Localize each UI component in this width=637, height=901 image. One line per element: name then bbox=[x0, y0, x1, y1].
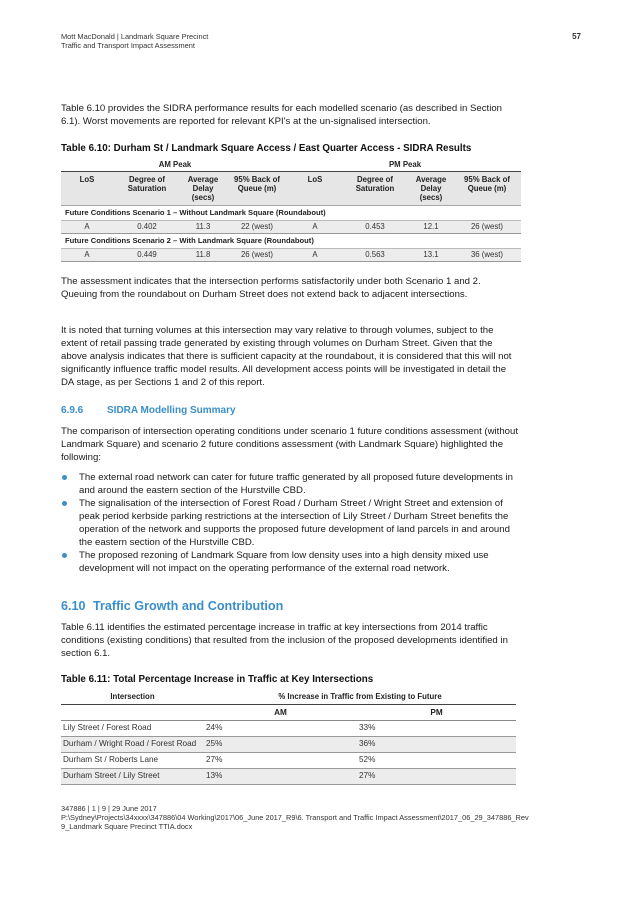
col-dos-am: Degree of Saturation bbox=[113, 171, 181, 205]
page-number: 57 bbox=[572, 32, 581, 41]
pm-value: 27% bbox=[357, 768, 516, 784]
section-number: 6.9.6 bbox=[61, 405, 84, 416]
col-am: AM bbox=[204, 704, 357, 720]
page-header bbox=[61, 32, 581, 50]
table-row bbox=[61, 768, 516, 784]
col-increase: % Increase in Traffic from Existing to Future bbox=[278, 692, 442, 702]
table-cell: A bbox=[61, 248, 113, 261]
findings-list bbox=[61, 471, 523, 575]
header-line-1: Mott MacDonald | Landmark Square Precinct bbox=[61, 32, 209, 41]
am-value: 13% bbox=[204, 768, 357, 784]
col-los-pm: LoS bbox=[289, 171, 341, 205]
col-intersection: Intersection bbox=[110, 692, 155, 702]
table-6-10-caption: Table 6.10: Durham St / Landmark Square Access / East Quarter Access - SIDRA Results bbox=[61, 143, 472, 154]
table-cell: A bbox=[289, 220, 341, 233]
table-cell: 26 (west) bbox=[225, 248, 289, 261]
assessment-paragraph: The assessment indicates that the intersection performs satisfactorily under both Scenario 1 and 2. Queuing from the roundabout on Durham Street does not extend back to adjacent intersections. bbox=[61, 276, 481, 300]
pm-peak-header: PM Peak bbox=[388, 160, 422, 170]
header-line-2: Traffic and Transport Impact Assessment bbox=[61, 41, 195, 50]
table-cell: 0.402 bbox=[113, 220, 181, 233]
table-cell: 11.3 bbox=[181, 220, 225, 233]
table-row bbox=[61, 736, 516, 752]
intro-paragraph: Table 6.10 provides the SIDRA performance results for each modelled scenario (as described in Section 6.1). Worst movements are reported for relevant KPI's at the un-signalised intersection. bbox=[61, 103, 503, 127]
am-value: 25% bbox=[204, 736, 357, 752]
section-number: 6.10 bbox=[61, 599, 86, 613]
section-title: Traffic Growth and Contribution bbox=[93, 599, 284, 613]
col-delay-pm: Average Delay (secs) bbox=[409, 171, 453, 205]
footer-file-path: P:\Sydney\Projects\34xxxx\347886\04 Working\2017\06_June 2017_R9\6. Transport and Traffic Impact Assessment\2017_06_29_347886_Rev 9_Landmark Square Precinct TTIA.docx bbox=[61, 813, 529, 831]
table-cell: 0.563 bbox=[341, 248, 409, 261]
list-item: The external road network can cater for future traffic generated by all proposed future developments in and around the eastern section of the Hurstville CBD. bbox=[61, 471, 523, 497]
noted-paragraph: It is noted that turning volumes at this intersection may vary relative to through volumes, subject to the extent of retail passing trade generated by existing through volumes on Durham Street. Given that the above analysis indicates that there is sufficient capacity at the roundabout, it is considered that this will not significantly influence traffic model results. All development access points will be investigated in detail the DA stage, as per Sections 1 and 2 of this report. bbox=[61, 325, 512, 388]
am-value: 24% bbox=[204, 720, 357, 736]
table-row bbox=[61, 248, 521, 261]
am-peak-header: AM Peak bbox=[158, 160, 192, 170]
table-row bbox=[61, 220, 521, 233]
table-cell: 0.453 bbox=[341, 220, 409, 233]
col-queue-am: 95% Back of Queue (m) bbox=[225, 171, 289, 205]
col-dos-pm: Degree of Saturation bbox=[341, 171, 409, 205]
table-row bbox=[61, 720, 516, 736]
footer-line-1: 347886 | 1 | 9 | 29 June 2017 bbox=[61, 804, 157, 813]
bullet-icon bbox=[62, 475, 67, 480]
table-cell: 12.1 bbox=[409, 220, 453, 233]
table-6-11 bbox=[61, 690, 516, 785]
intersection-name: Durham St / Roberts Lane bbox=[61, 752, 204, 768]
table-cell: 11.8 bbox=[181, 248, 225, 261]
comparison-paragraph: The comparison of intersection operating conditions under scenario 1 future conditions assessment (without Landmark Square) and scenario 2 future conditions assessment (with Landmark Square) highlighted the following: bbox=[61, 426, 519, 463]
table-cell: 13.1 bbox=[409, 248, 453, 261]
pm-value: 33% bbox=[357, 720, 516, 736]
scenario-1-label: Future Conditions Scenario 1 – Without Landmark Square (Roundabout) bbox=[61, 205, 521, 220]
list-item: The proposed rezoning of Landmark Square from low density uses into a high density mixed use development will not impact on the operating performance of the external road network. bbox=[61, 549, 523, 575]
table-cell: 0.449 bbox=[113, 248, 181, 261]
table-cell: 36 (west) bbox=[453, 248, 521, 261]
col-delay-am: Average Delay (secs) bbox=[181, 171, 225, 205]
intersection-name: Lily Street / Forest Road bbox=[61, 720, 204, 736]
col-los-am: LoS bbox=[61, 171, 113, 205]
table-6-10 bbox=[61, 159, 521, 262]
intersection-name: Durham / Wright Road / Forest Road bbox=[61, 736, 204, 752]
bullet-icon bbox=[62, 501, 67, 506]
pm-value: 52% bbox=[357, 752, 516, 768]
intersection-name: Durham Street / Lily Street bbox=[61, 768, 204, 784]
table-cell: A bbox=[61, 220, 113, 233]
section-title: SIDRA Modelling Summary bbox=[107, 405, 236, 416]
pm-value: 36% bbox=[357, 736, 516, 752]
section-6-10-heading bbox=[61, 599, 283, 613]
bullet-icon bbox=[62, 553, 67, 558]
table-6-11-intro: Table 6.11 identifies the estimated percentage increase in traffic at key intersections from 2014 traffic conditions (existing conditions) that resulted from the inclusion of the proposed developments identified in section 6.1. bbox=[61, 622, 508, 659]
col-pm: PM bbox=[357, 704, 516, 720]
table-cell: A bbox=[289, 248, 341, 261]
page-footer bbox=[61, 804, 541, 831]
list-item: The signalisation of the intersection of Forest Road / Durham Street / Wright Street and extension of peak period kerbside parking restrictions at the intersection of Lily Street / Durham Street benefits the operation of the network and supports the proposed future development of land parcels in and around the eastern section of the Hurstville CBD. bbox=[61, 497, 523, 549]
scenario-2-label: Future Conditions Scenario 2 – With Landmark Square (Roundabout) bbox=[61, 233, 521, 248]
table-6-11-caption: Table 6.11: Total Percentage Increase in Traffic at Key Intersections bbox=[61, 674, 374, 685]
am-value: 27% bbox=[204, 752, 357, 768]
table-cell: 26 (west) bbox=[453, 220, 521, 233]
col-queue-pm: 95% Back of Queue (m) bbox=[453, 171, 521, 205]
table-cell: 22 (west) bbox=[225, 220, 289, 233]
section-6-9-6-heading bbox=[61, 405, 236, 416]
table-row bbox=[61, 752, 516, 768]
